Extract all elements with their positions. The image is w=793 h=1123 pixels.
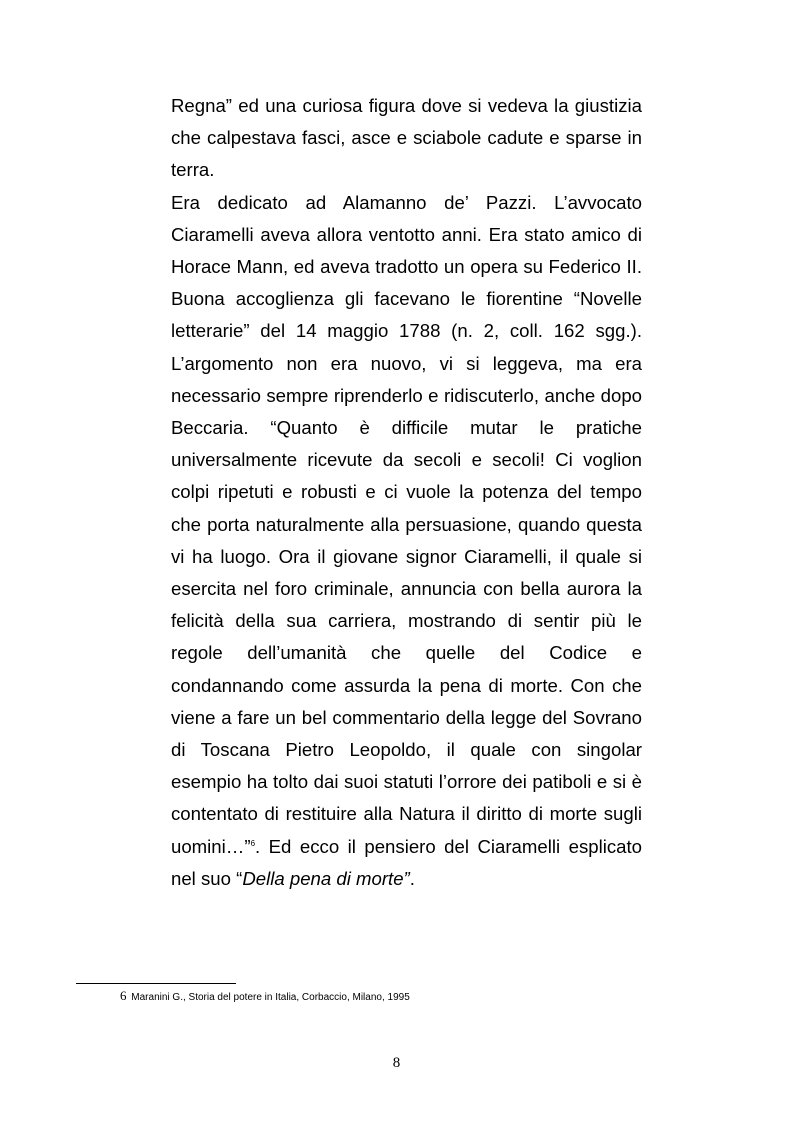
paragraph [171,187,642,895]
footnote [120,989,410,1005]
paragraph-text: Era dedicato ad Alamanno de’ Pazzi. L’avvocato Ciaramelli aveva allora ventotto anni. Era stato amico di Horace Mann, ed aveva tradotto un opera su Federico II. Buona accoglienza gli facevano le fiorentine “Novelle letterarie” del 14 maggio 1788 (n. 2, coll. 162 sgg.). L’argomento non era nuovo, vi si leggeva, ma era necessario sempre riprenderlo e ridiscuterlo, anche dopo Beccaria. “Quanto è difficile mutar le pratiche universalmente ricevute da secoli e secoli! Ci voglion colpi ripetuti e robusti e ci vuole la potenza del tempo che porta naturalmente alla persuasione, quando questa vi ha luogo. Ora il giovane signor Ciaramelli, il quale si esercita nel foro criminale, annuncia con bella aurora la felicità della sua carriera, mostrando di sentir più le regole dell’umanità che quelle del Codice e condannando come assurda la pena di morte. Con che viene a fare un bel commentario della legge del Sovrano di Toscana Pietro Leopoldo, il quale con singolar esempio ha tolto dai suoi statuti l’orrore dei patiboli e si è contentato di restituire alla Natura il diritto di morte sugli uomini…” [171,191,642,857]
footnote-separator [76,983,236,984]
footnote-number: 6 [120,988,127,1003]
page-number: 8 [392,1055,401,1071]
paragraph-text-continued: . Ed ecco il pensiero del Ciaramelli esplicato nel suo “ [171,835,642,889]
book-title: Della pena di morte” [242,867,410,889]
paragraph-text: Regna” ed una curiosa figura dove si vedeva la giustizia che calpestava fasci, asce e sciabole cadute e sparse in terra. [171,95,642,181]
footnote-text: Maranini G., Storia del potere in Italia, Corbaccio, Milano, 1995 [131,992,410,1003]
footnote-reference[interactable]: 6 [250,838,256,848]
body-text [171,90,642,895]
paragraph-end: . [409,867,415,889]
paragraph [171,90,642,187]
